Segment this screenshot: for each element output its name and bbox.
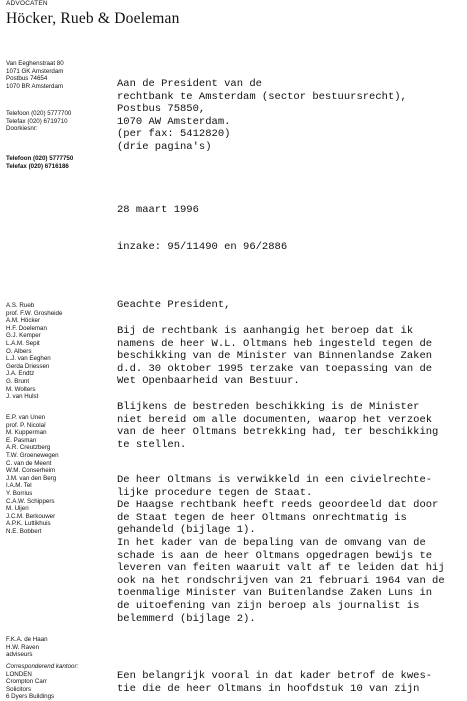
associate-name: E.P. van Unen: [6, 414, 46, 421]
recipient-line: (per fax: 5412820): [117, 128, 231, 141]
recipient-line: rechtbank te Amsterdam (sector bestuursrecht),: [117, 90, 407, 103]
body-line: De heer Oltmans is verwikkeld in een civielrechte-: [117, 474, 433, 486]
recipient-line: Postbus 75850,: [117, 103, 206, 116]
associate-name: C. van de Meent: [6, 459, 52, 467]
contact-line: Telefax (020) 6719710: [6, 117, 68, 125]
associate-name: M. Kupperman: [6, 429, 47, 437]
body-line: van de heer Oltmans betrekking had, ter beschikking: [117, 426, 439, 439]
body-paragraph-3: [117, 474, 445, 625]
associates-list: [6, 414, 59, 536]
partner-name: G. Brunt: [6, 377, 30, 385]
letterhead-tag: ADVOCATEN: [6, 0, 48, 7]
associate-name: J.C.M. Berkouwer: [6, 512, 56, 520]
correspondent-line: 6 Dyers Buildings: [6, 693, 55, 701]
address-line: 1070 BR Amsterdam: [6, 82, 64, 90]
partner-name: M. Wolters: [6, 385, 36, 393]
direct-line: Telefoon (020) 5777750: [6, 155, 74, 162]
reference-line: inzake: 95/11490 en 96/2886: [117, 241, 288, 253]
partner-name: G.J. Kemper: [6, 332, 41, 340]
direct-contact: [6, 155, 73, 170]
body-line: De Haagse rechtbank heeft reeds geoordeeld dat door: [117, 499, 439, 512]
recipient-line: 1070 AW Amsterdam.: [117, 115, 231, 128]
partner-name: H.F. Doeleman: [6, 324, 47, 332]
correspondent-line: LONDEN: [6, 670, 32, 678]
partner-name: Gerda Driessen: [6, 362, 50, 370]
partners-list: [6, 302, 62, 401]
body-paragraph-2: [117, 401, 438, 451]
associate-name: E. Pasman: [6, 436, 37, 444]
body-line: Wet Openbaarheid van Bestuur.: [117, 375, 300, 388]
body-line: toenmalige Minister van Buitenlandse Zaken Luns in: [117, 587, 433, 600]
body-line: schade is aan de heer Oltmans opgedragen bewijs te: [117, 549, 433, 562]
correspondent-line: Crompton Carr: [6, 678, 47, 686]
advisor-name: H.W. Raven: [6, 643, 40, 651]
body-line: de Staat tegen de heer Oltmans onrechtmatig is: [117, 511, 407, 524]
advisor-name: F.K.A. de Haan: [6, 636, 48, 643]
body-line: lijke procedure tegen de Staat.: [117, 486, 313, 499]
associate-name: prof. P. Nicolaï: [6, 421, 46, 429]
associate-name: W.M. Conserheim: [6, 467, 56, 475]
partner-name: L.A.M. Sepit: [6, 339, 40, 347]
body-line: ook na het rondschrijven van 21 februari 1964 van de: [117, 574, 445, 587]
body-line: beschikking van de Minister van Binnenlandse Zaken: [117, 350, 433, 363]
associate-name: A.P.K. Luttikhuis: [6, 520, 51, 528]
associate-name: Y. Borrius: [6, 489, 33, 497]
salutation: Geachte President,: [117, 299, 231, 311]
correspondent-line: Solicitors: [6, 685, 32, 693]
body-line: d.d. 30 oktober 1995 terzake van toepassing van de: [117, 362, 433, 375]
body-line: namens de heer W.L. Oltmans heb ingesteld tegen de: [117, 337, 433, 350]
firm-contact: [6, 110, 71, 133]
body-paragraph-1: [117, 325, 432, 388]
partner-name: J. van Hulst: [6, 393, 39, 401]
address-line: Van Eeghenstraat 80: [6, 60, 64, 67]
letterhead: [6, 0, 180, 28]
direct-line: Telefax (020) 6716186: [6, 162, 69, 170]
recipient-address: [117, 78, 407, 154]
firm-address: [6, 60, 64, 90]
body-line: belemmerd (bijlage 2).: [117, 612, 256, 625]
partner-name: A.S. Rueb: [6, 302, 35, 309]
body-line: niet bereid om alle documenten, waarop het verzoek: [117, 413, 433, 426]
contact-line: Telefoon (020) 5777700: [6, 110, 72, 117]
associate-name: C.A.W. Schippers: [6, 497, 55, 505]
associate-name: J.M. van den Berg: [6, 474, 57, 482]
body-line: In het kader van de bepaling van de omvang van de: [117, 536, 426, 549]
partner-name: J.A. Endtz: [6, 370, 35, 378]
correspondent-heading: Corresponderend kantoor:: [6, 663, 79, 670]
partner-name: A.M. Höcker: [6, 317, 41, 325]
advisors-list: [6, 636, 48, 659]
associate-name: M. Uijen: [6, 505, 29, 513]
correspondent-office: [6, 663, 78, 701]
associate-name: A.R. Creutzberg: [6, 444, 51, 452]
body-line: de uitoefening van zijn beroep als journalist is: [117, 599, 420, 612]
body-paragraph-4: [117, 670, 432, 695]
partner-name: O. Albers: [6, 347, 32, 355]
partner-name: L.J. van Eeghen: [6, 355, 51, 363]
associate-name: I.A.M. Tel: [6, 482, 32, 490]
associate-name: N.E. Bobbert: [6, 527, 42, 535]
recipient-line: Aan de President van de: [117, 78, 262, 90]
advisor-label: adviseurs: [6, 651, 33, 659]
associate-name: T.W. Groenewegen: [6, 451, 59, 459]
body-line: Een belangrijk vooral in dat kader betrof de kwes-: [117, 670, 433, 682]
body-line: tie die de heer Oltmans in hoofdstuk 10 van zijn: [117, 682, 420, 695]
letter-date: 28 maart 1996: [117, 204, 199, 216]
body-line: Blijkens de bestreden beschikking is de Minister: [117, 401, 420, 413]
contact-line: Doorkiesnr:: [6, 125, 38, 133]
recipient-line: (drie pagina's): [117, 140, 212, 153]
partner-name: prof. F.W. Grosheide: [6, 309, 63, 317]
body-line: leveren van feiten waaruit valt af te leiden dat hij: [117, 562, 445, 575]
firm-name: Höcker, Rueb & Doeleman: [6, 10, 180, 27]
body-line: gehandeld (bijlage 1).: [117, 524, 256, 537]
address-line: Postbus 74654: [6, 75, 48, 83]
body-line: te stellen.: [117, 438, 187, 451]
address-line: 1071 GK Amsterdam: [6, 67, 64, 75]
body-line: Bij de rechtbank is aanhangig het beroep dat ik: [117, 325, 414, 337]
